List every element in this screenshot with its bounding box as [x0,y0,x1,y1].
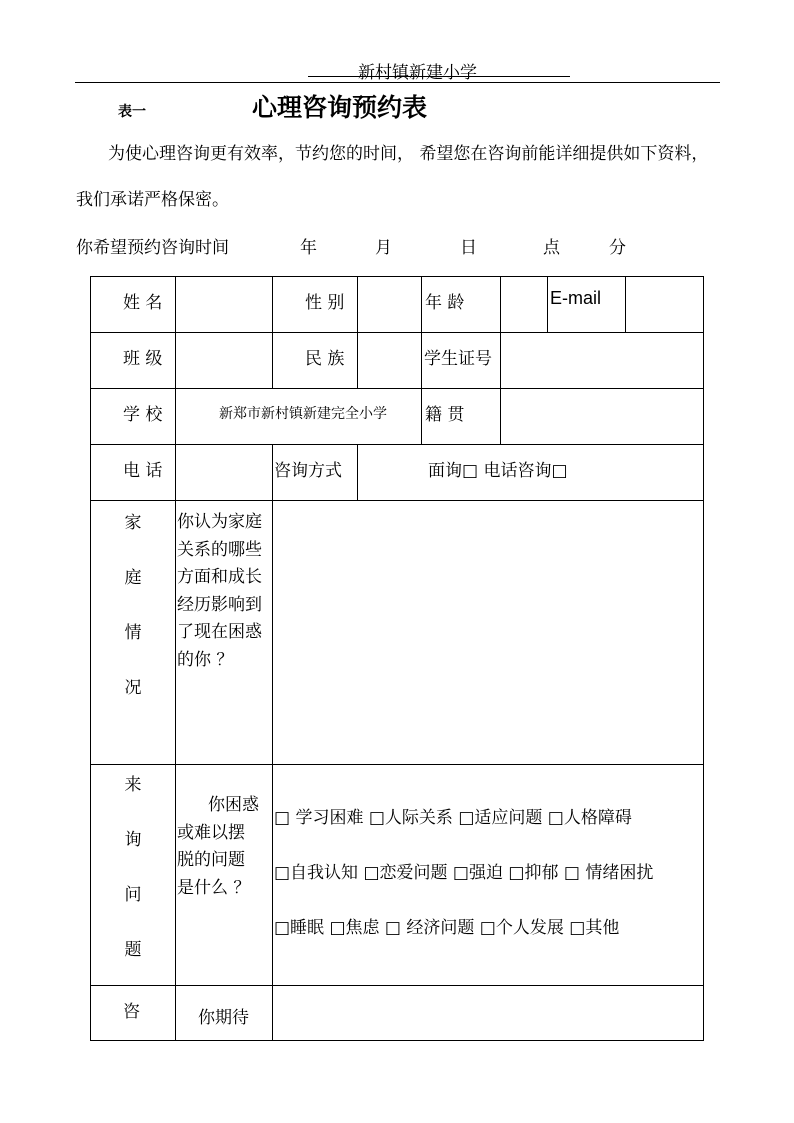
phone-label: 电 话 [123,461,163,481]
class-label: 班 级 [123,349,163,369]
class-field[interactable] [176,333,272,388]
consult-method-label: 咨询方式 [274,461,342,481]
header-school: 新村镇新建小学 [358,63,477,83]
family-section-label: 家 庭 情 况 [124,513,142,698]
email-label: E-mail [550,288,602,308]
gender-label: 性 别 [305,293,345,313]
hour-label: 点 [543,238,560,258]
school-value: 新郑市新村镇新建完全小学 [219,406,387,422]
family-answer-field[interactable] [273,501,703,764]
age-label: 年 龄 [425,293,465,313]
hometown-field[interactable] [501,389,703,444]
school-label: 学 校 [123,405,163,425]
hometown-label: 籍 贯 [425,405,465,425]
phone-field[interactable] [176,445,272,500]
expect-section-label: 咨 [123,1002,140,1022]
consult-method-options[interactable]: 面询□ 电话咨询□ [428,461,568,481]
appointment-time-label: 你希望预约咨询时间 [76,238,229,258]
expect-answer-field[interactable] [273,986,703,1040]
intro-paragraph: 为使心理咨询更有效率，节约您的时间， 希望您在咨询前能详细提供如下资料， 我们承诺严格保密。 [76,144,709,210]
page-title: 心理咨询预约表 [252,93,428,122]
issue-section-label: 来 询 问 题 [124,775,142,960]
expect-question: 你期待 [198,1008,249,1028]
minute-label: 分 [609,238,626,258]
header-underline [308,76,570,77]
issue-options-row-1[interactable]: □ 学习困难 □人际关系 □适应问题 □人格障碍 [274,808,632,828]
student-id-field[interactable] [501,333,703,388]
issue-options-row-2[interactable]: □自我认知 □恋爱问题 □强迫 □抑郁 □ 情绪困扰 [274,863,654,883]
name-field[interactable] [176,277,272,332]
year-label: 年 [300,238,317,258]
ethnicity-label: 民 族 [305,349,345,369]
table-number: 表一 [118,104,146,120]
name-label: 姓 名 [123,293,163,313]
ethnicity-field[interactable] [358,333,421,388]
email-field[interactable] [626,277,703,332]
header-rule [75,82,720,83]
student-id-label: 学生证号 [424,349,492,369]
family-question: 你认为家庭 关系的哪些 方面和成长 经历影响到 了现在困惑 的你 ？ [177,512,262,670]
issue-options-row-3[interactable]: □睡眠 □焦虑 □ 经济问题 □个人发展 □其他 [274,918,620,938]
month-label: 月 [375,238,392,258]
age-field[interactable] [501,277,547,332]
gender-field[interactable] [358,277,421,332]
issue-question: 你困惑 或难以摆 脱的问题 是什么 ？ [177,795,259,898]
day-label: 日 [460,238,477,258]
